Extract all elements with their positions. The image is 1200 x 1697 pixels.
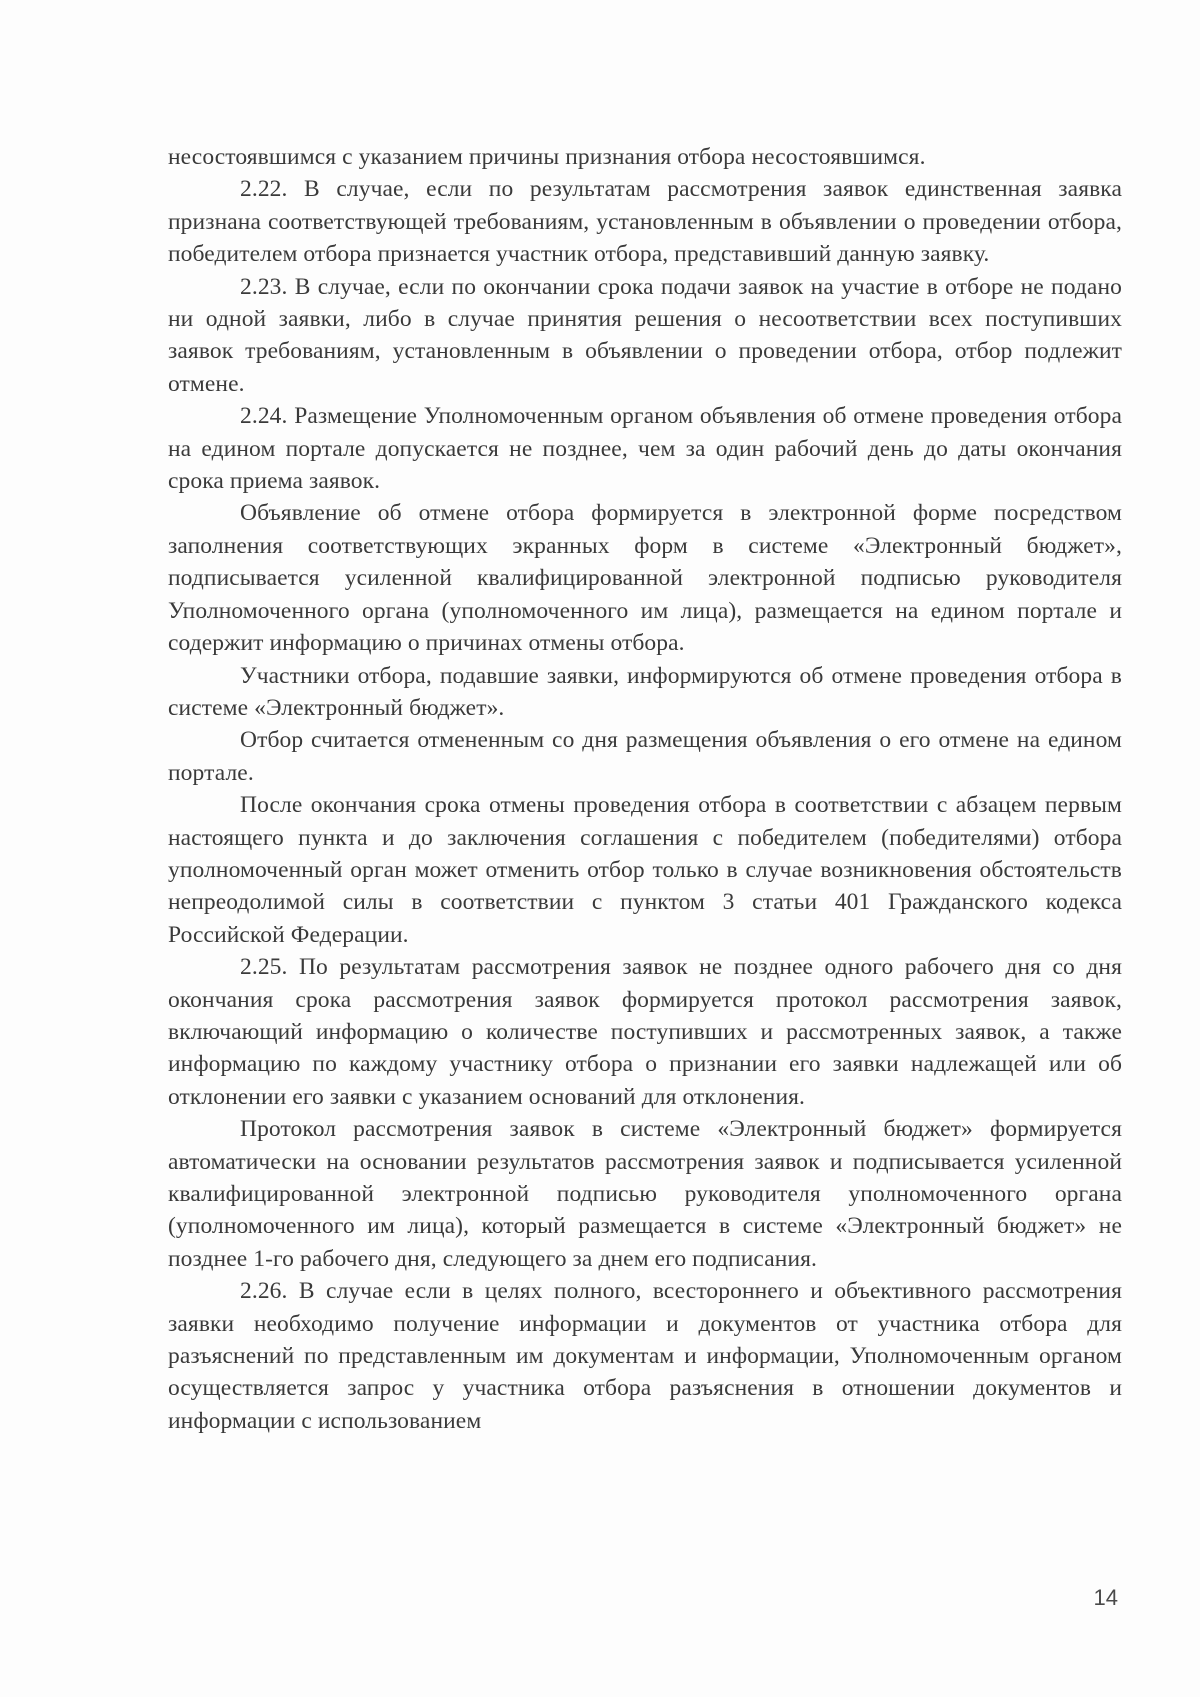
paragraph-2-25: 2.25. По результатам рассмотрения заявок не позднее одного рабочего дня со дня окончания срока рассмотрения заявок формируется протокол рассмотрения заявок, включающий информацию о количестве поступивших и рассмотренных заявок, а также информацию по каждому участнику отбора о признании его заявки надлежащей или об отклонении его заявки с указанием оснований для отклонения. — [168, 954, 1122, 1110]
paragraph: После окончания срока отмены проведения отбора в соответствии с абзацем первым настоящего пункта и до заключения соглашения с победителем (победителями) отбора уполномоченный орган может отменить отбор только в случае возникновения обстоятельств непреодолимой силы в соответствии с пунктом 3 статьи 401 Гражданского кодекса Российской Федерации. — [168, 792, 1122, 948]
paragraph-2-26: 2.26. В случае если в целях полного, всестороннего и объективного рассмотрения заявки необходимо получение информации и документов от участника отбора для разъяснений по представленным им документам и информации, Уполномоченным органом осуществляется запрос у участника отбора разъяснения в отношении документов и информации с использованием — [168, 1278, 1122, 1434]
paragraph: Отбор считается отмененным со дня размещения объявления о его отмене на едином портале. — [168, 727, 1122, 786]
document-body — [168, 141, 1122, 1437]
page-number: 14 — [1093, 1585, 1118, 1610]
paragraph: несостоявшимся с указанием причины признания отбора несостоявшимся. — [168, 144, 926, 170]
paragraph: Объявление об отмене отбора формируется в электронной форме посредством заполнения соответствующих экранных форм в системе «Электронный бюджет», подписывается усиленной квалифицированной электронной подписью руководителя Уполномоченного органа (уполномоченного им лица), размещается на едином портале и содержит информацию о причинах отмены отбора. — [168, 500, 1122, 657]
paragraph-2-22: 2.22. В случае, если по результатам рассмотрения заявок единственная заявка признана соответствующей требованиям, установленным в объявлении о проведении отбора, победителем отбора признается участник отбора, представивший данную заявку. — [168, 176, 1122, 268]
paragraph: Протокол рассмотрения заявок в системе «Электронный бюджет» формируется автоматически на основании результатов рассмотрения заявок и подписывается усиленной квалифицированной электронной подписью руководителя уполномоченного органа (уполномоченного им лица), который размещается в системе «Электронный бюджет» не позднее 1-го рабочего дня, следующего за днем его подписания. — [168, 1116, 1122, 1272]
paragraph: Участники отбора, подавшие заявки, информируются об отмене проведения отбора в системе «Электронный бюджет». — [168, 662, 1122, 721]
paragraph-2-24: 2.24. Размещение Уполномоченным органом объявления об отмене проведения отбора на едином портале допускается не позднее, чем за один рабочий день до даты окончания срока приема заявок. — [168, 403, 1122, 495]
paragraph-2-23: 2.23. В случае, если по окончании срока подачи заявок на участие в отборе не подано ни одной заявки, либо в случае принятия решения о несоответствии всех поступивших заявок требованиям, установленным в объявлении о проведении отбора, отбор подлежит отмене. — [168, 273, 1122, 397]
